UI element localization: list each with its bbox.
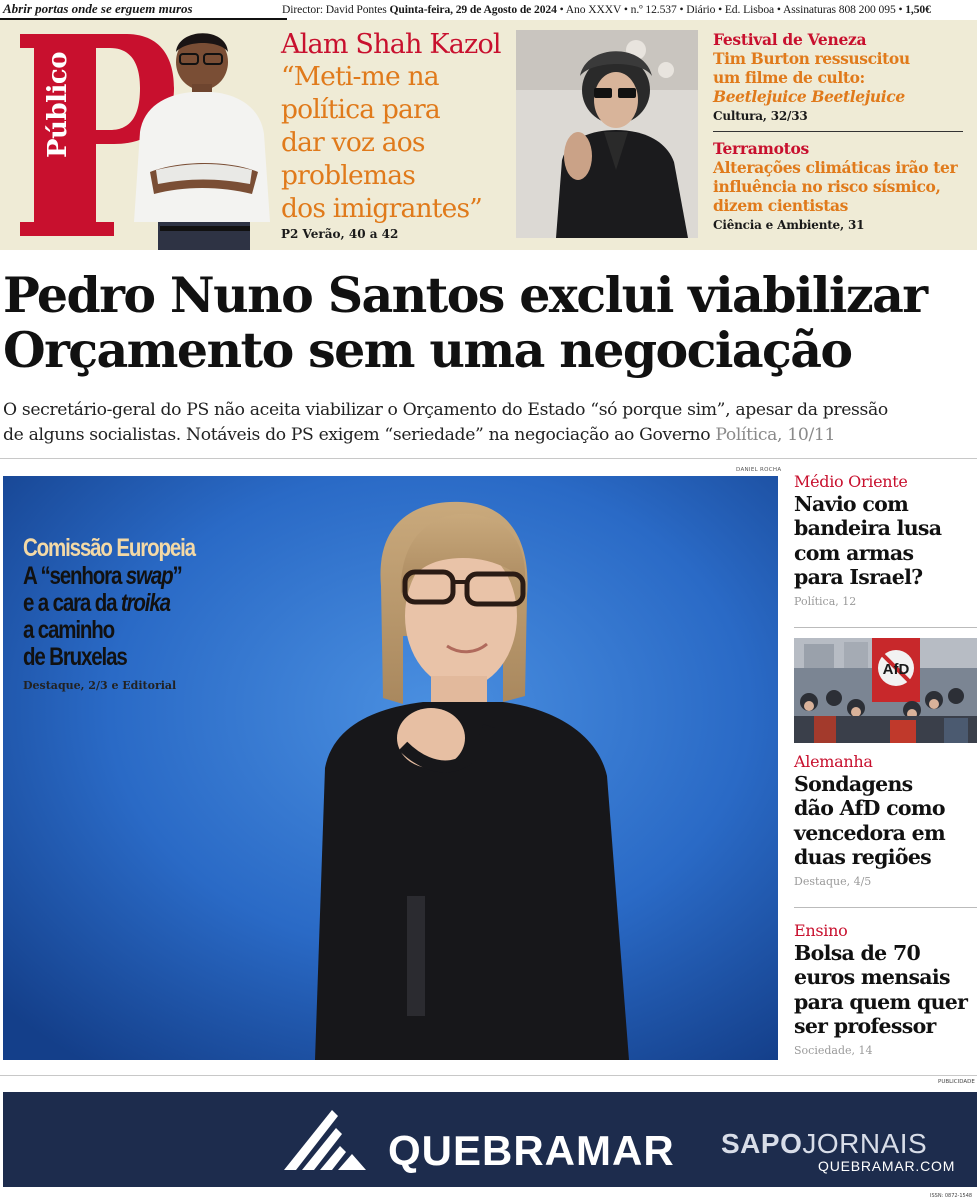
headline-line: Sondagens bbox=[794, 772, 913, 796]
issn: ISSN: 0872-1548 bbox=[930, 1193, 973, 1199]
ad-partner bbox=[721, 1128, 927, 1160]
headline-line: dão AfD como bbox=[794, 796, 945, 821]
headline-line: Alterações climáticas irão ter bbox=[713, 158, 958, 177]
headline-line: vencedora em bbox=[794, 820, 945, 845]
headline-line: Tim Burton ressuscitou bbox=[713, 49, 910, 68]
teaser-kicker: Terramotos bbox=[713, 139, 809, 158]
interview-quote bbox=[281, 60, 516, 225]
quote-line: dos imigrantes” bbox=[281, 193, 482, 224]
quote-line: “Meti-me na bbox=[281, 61, 439, 92]
director: Director: David Pontes bbox=[282, 2, 387, 16]
price: 1,50€ bbox=[905, 2, 931, 16]
headline-line: de Bruxelas bbox=[23, 643, 127, 671]
headline-line: para quem quer bbox=[794, 989, 968, 1014]
ad-divider bbox=[0, 1075, 977, 1076]
story-kicker: Alemanha bbox=[794, 752, 873, 771]
issue-meta bbox=[282, 3, 931, 16]
interview-source: P2 Verão, 40 a 42 bbox=[281, 227, 399, 241]
headline-line: a caminho bbox=[23, 616, 115, 644]
quote-line: política para bbox=[281, 94, 440, 125]
lead-headline bbox=[23, 563, 236, 671]
logo-word-text: Público bbox=[43, 51, 73, 158]
top-strip bbox=[0, 0, 977, 18]
divider bbox=[794, 907, 977, 908]
motto: Abrir portas onde se erguem muros bbox=[3, 1, 193, 16]
headline-line: Bolsa de 70 bbox=[794, 941, 921, 965]
quote-line: dar voz aos bbox=[281, 127, 425, 158]
headline-line: influência no risco sísmico, bbox=[713, 177, 941, 196]
main-headline[interactable] bbox=[3, 268, 963, 378]
headline-line: dizem cientistas bbox=[713, 196, 848, 215]
ad-website[interactable]: QUEBRAMAR.COM bbox=[818, 1158, 956, 1174]
headline-part: ” bbox=[172, 562, 182, 590]
story-source: Sociedade, 14 bbox=[794, 1044, 873, 1058]
tim-burton-photo[interactable] bbox=[516, 30, 698, 238]
story-germany[interactable] bbox=[794, 752, 976, 888]
interviewee-photo bbox=[120, 22, 280, 250]
story-source: Política, 12 bbox=[794, 595, 857, 609]
lead-kicker: Comissão Europeia bbox=[23, 534, 195, 562]
teaser-source: Ciência e Ambiente, 31 bbox=[713, 218, 865, 232]
story-headline bbox=[794, 941, 976, 1038]
partner-part: SAPO bbox=[721, 1128, 803, 1159]
section-divider bbox=[0, 458, 977, 459]
headline-part: swap bbox=[125, 562, 173, 590]
story-kicker: Ensino bbox=[794, 921, 848, 940]
teaser-headline bbox=[713, 49, 975, 106]
story-middle-east[interactable] bbox=[794, 472, 976, 608]
headline-line: para Israel? bbox=[794, 564, 923, 589]
story-headline bbox=[794, 772, 976, 869]
main-deck bbox=[3, 398, 968, 448]
partner-part: JORNAIS bbox=[802, 1128, 928, 1159]
teaser-earthquakes[interactable] bbox=[713, 139, 975, 232]
story-source: Destaque, 4/5 bbox=[794, 875, 872, 889]
teaser-venice[interactable] bbox=[713, 30, 975, 123]
ad-brand: QUEBRAMAR bbox=[388, 1127, 675, 1174]
headline-part: e a cara da bbox=[23, 589, 121, 617]
publico-wordmark bbox=[36, 40, 76, 160]
issue-info: • Ano XXXV • n.º 12.537 • Diário • Ed. Lisboa • Assinaturas 808 200 095 • bbox=[559, 2, 903, 16]
story-headline bbox=[794, 492, 976, 589]
film-title: Beetlejuice Beetlejuice bbox=[713, 87, 905, 106]
interviewee-name: Alam Shah Kazol bbox=[281, 29, 501, 60]
headline-line: euros mensais bbox=[794, 965, 950, 990]
headline-line: Orçamento sem uma negociação bbox=[3, 321, 852, 379]
divider bbox=[713, 131, 963, 132]
lead-story[interactable] bbox=[23, 533, 283, 692]
interview-teaser[interactable] bbox=[281, 30, 516, 241]
deck-line: de alguns socialistas. Notáveis do PS exigem “seriedade” na negociação ao Governo bbox=[3, 425, 711, 445]
headline-line: com armas bbox=[794, 540, 914, 565]
photo-credit: DANIEL ROCHA bbox=[736, 467, 782, 473]
teaser-column bbox=[713, 30, 975, 232]
story-education[interactable] bbox=[794, 921, 976, 1057]
headline-line: Pedro Nuno Santos exclui viabilizar bbox=[3, 266, 927, 324]
quebramar-logo-icon bbox=[282, 1108, 368, 1172]
lead-source: Destaque, 2/3 e Editorial bbox=[23, 679, 177, 692]
ad-label: PUBLICIDADE bbox=[938, 1079, 975, 1085]
headline-part: troika bbox=[120, 589, 170, 617]
headline-line: Navio com bbox=[794, 492, 909, 516]
headline-line: bandeira lusa bbox=[794, 516, 942, 541]
headline-line: um filme de culto: bbox=[713, 68, 865, 87]
teaser-headline bbox=[713, 158, 975, 215]
afd-protest-photo[interactable] bbox=[794, 638, 977, 743]
headline-line: duas regiões bbox=[794, 844, 932, 869]
issue-date: Quinta-feira, 29 de Agosto de 2024 bbox=[389, 2, 557, 16]
deck-source: Política, 10/11 bbox=[715, 425, 836, 445]
protest-sign-text: AfD bbox=[882, 661, 910, 678]
headline-part: A “senhora bbox=[23, 562, 126, 590]
deck-line: O secretário-geral do PS não aceita viabilizar o Orçamento do Estado “só porque sim”, apesar da pressão bbox=[3, 400, 888, 420]
headline-line: ser professor bbox=[794, 1013, 936, 1038]
quote-line: problemas bbox=[281, 160, 416, 191]
teaser-source: Cultura, 32/33 bbox=[713, 109, 808, 123]
teaser-kicker: Festival de Veneza bbox=[713, 30, 867, 49]
divider bbox=[794, 627, 977, 628]
story-kicker: Médio Oriente bbox=[794, 472, 908, 491]
